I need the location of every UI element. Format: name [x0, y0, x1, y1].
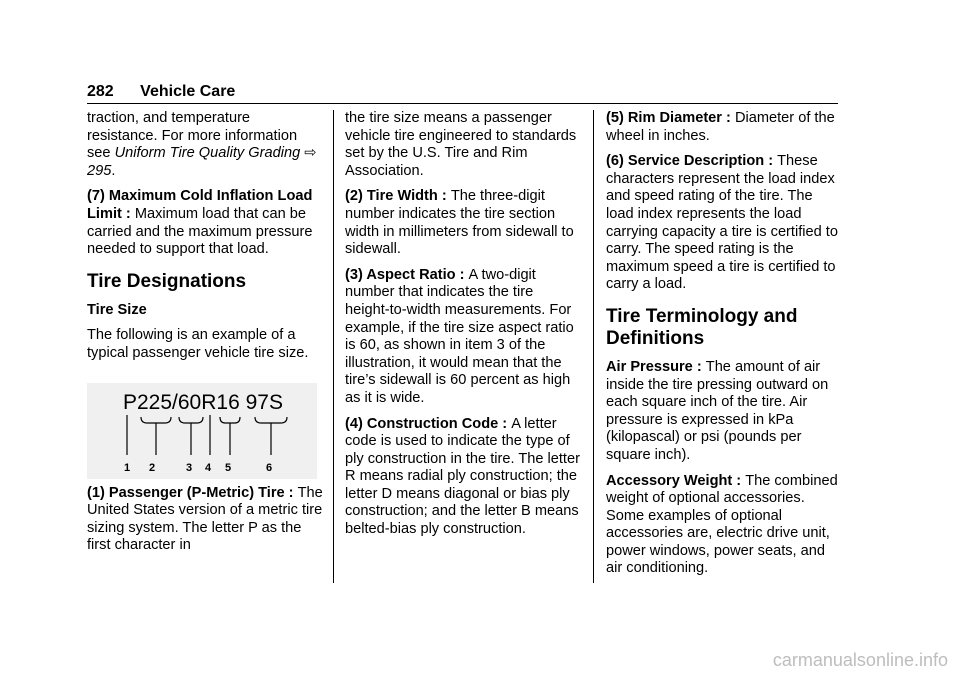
- term-label: (3) Aspect Ratio :: [345, 266, 469, 283]
- paragraph-tire-width: (2) Tire Width : The three-digit number indicates the tire section width in millimeters from sidewall to sidewall.: [345, 188, 574, 258]
- paragraph-passenger-tire: (1) Passenger (P-Metric) Tire : The United States version of a metric tire sizing system. The letter P as the first character in: [87, 484, 323, 554]
- paragraph-service-description: (6) Service Description : These characters represent the load index and speed rating of the tire. The load index represents the load carrying capacity a tire is certified to carry. The speed rating is the maximum speed a tire is certified to carry a load.: [606, 153, 838, 293]
- term-label: (4) Construction Code :: [345, 415, 512, 432]
- section-title: Vehicle Care: [140, 83, 236, 100]
- paragraph-aspect-ratio: (3) Aspect Ratio : A two-digit number that indicates the tire height-to-width measurements. For example, if the tire size aspect ratio is 60, as shown in item 3 of the illustration, it would mean that the tire’s sidewall is 60 percent as high as it is wide.: [345, 266, 574, 406]
- term-label: (1) Passenger (P-Metric) Tire :: [87, 484, 298, 501]
- bracket-2: [141, 417, 171, 455]
- page-number: 282: [87, 83, 114, 100]
- figure-label-6: 6: [266, 461, 273, 474]
- paragraph-passenger-tire-cont: the tire size means a passenger vehicle tire engineered to standards set by the U.S. Tire and Rim Association.: [345, 110, 577, 179]
- column-divider-2: [593, 110, 594, 583]
- bracket-3: [179, 417, 203, 455]
- term-label: Air Pressure :: [606, 358, 706, 375]
- figure-label-3: 3: [186, 461, 193, 474]
- figure-label-4: 4: [205, 461, 212, 474]
- term-label: Accessory Weight :: [606, 472, 746, 489]
- page-ref-arrow-icon: ⇨: [304, 145, 317, 162]
- figure-label-1: 1: [124, 461, 131, 474]
- term-label: (5) Rim Diameter :: [606, 110, 735, 126]
- site-watermark: carmanualsonline.info: [772, 650, 948, 670]
- column-1: [87, 110, 323, 563]
- tire-size-illustration: [87, 383, 317, 479]
- paragraph-rim-diameter: (5) Rim Diameter : Diameter of the wheel in inches.: [606, 110, 835, 144]
- subheading-tire-size: Tire Size: [87, 301, 147, 318]
- bracket-6: [255, 417, 287, 455]
- heading-tire-designations: Tire Designations: [87, 270, 247, 292]
- tire-size-code: P225/60R16 97S: [123, 390, 283, 414]
- term-label: (6) Service Description :: [606, 153, 778, 170]
- figure-label-5: 5: [225, 461, 232, 474]
- column-3: [606, 110, 842, 586]
- paragraph-air-pressure: Air Pressure : The amount of air inside the tire pressing outward on each square inch of the tire. Air pressure is expressed in kPa (kilopascal) or psi (pounds per square inch).: [606, 358, 829, 463]
- paragraph-accessory-weight: Accessory Weight : The combined weight of optional accessories. Some examples of optional accessories are, electric drive unit, power windows, power seats, and air conditioning.: [606, 472, 838, 577]
- link-uniform-tire-quality-grading[interactable]: Uniform Tire Quality Grading: [114, 145, 301, 162]
- term-label: (7) Maximum Cold Inflation Load Limit :: [87, 188, 313, 222]
- column-divider-1: [333, 110, 334, 583]
- page-header: [87, 83, 235, 101]
- page-ref-number[interactable]: 295: [87, 162, 112, 179]
- figure-label-2: 2: [149, 461, 156, 474]
- bracket-5: [220, 417, 240, 455]
- header-rule: [87, 103, 838, 104]
- paragraph-tire-size-intro: The following is an example of a typical passenger vehicle tire size.: [87, 327, 309, 361]
- term-label: (2) Tire Width :: [345, 188, 451, 205]
- column-2: [345, 110, 581, 547]
- paragraph-construction-code: (4) Construction Code : A letter code is used to indicate the type of ply construction in the tire. The letter R means radial ply construction; the letter D means diagonal or bias ply construction; and the letter B means belted-bias ply construction.: [345, 415, 580, 538]
- paragraph-max-cold-inflation: (7) Maximum Cold Inflation Load Limit : Maximum load that can be carried and the maximum pressure needed to support that load.: [87, 188, 313, 258]
- paragraph-grading-ref: traction, and temperature resistance. For more information see Uniform Tire Quality Grading ⇨ 295.: [87, 110, 317, 179]
- heading-tire-terminology: Tire Terminology and Definitions: [606, 305, 798, 349]
